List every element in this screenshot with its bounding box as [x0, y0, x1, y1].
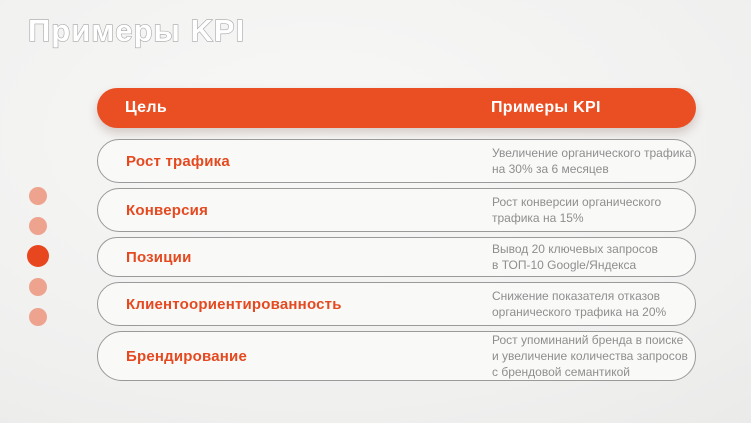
goal-cell: Рост трафика: [126, 152, 230, 170]
table-row: [97, 331, 696, 381]
kpi-cell: Рост упоминаний бренда в поиске и увеличение количества запросов с брендовой семантикой: [492, 333, 688, 379]
table-row: [97, 139, 696, 183]
dot-markers-icon: [27, 186, 49, 326]
goal-cell: Позиции: [126, 248, 192, 266]
goal-cell: Конверсия: [126, 201, 209, 219]
table-row: [97, 282, 696, 326]
kpi-cell: Увеличение органического трафика на 30% за 6 месяцев: [492, 146, 692, 176]
dot-icon: [29, 187, 47, 205]
dot-icon: [29, 308, 47, 326]
table-row: [97, 188, 696, 232]
table-header-row: [97, 88, 696, 128]
dot-active-icon: [27, 245, 49, 267]
kpi-cell: Снижение показателя отказов органического трафика на 20%: [492, 289, 667, 319]
kpi-cell: Вывод 20 ключевых запросов в ТОП-10 Google/Яндекса: [492, 242, 658, 272]
dot-icon: [29, 217, 47, 235]
dot-icon: [29, 278, 47, 296]
column-header-kpi: Примеры KPI: [491, 99, 601, 116]
kpi-cell: Рост конверсии органического трафика на 15%: [492, 195, 662, 225]
goal-cell: Брендирование: [126, 347, 248, 365]
column-header-goal: Цель: [125, 99, 167, 116]
page-title: Примеры KPI: [28, 13, 246, 48]
kpi-table: [97, 88, 696, 386]
table-row: [97, 237, 696, 277]
goal-cell: Клиентоориентированность: [126, 295, 342, 313]
